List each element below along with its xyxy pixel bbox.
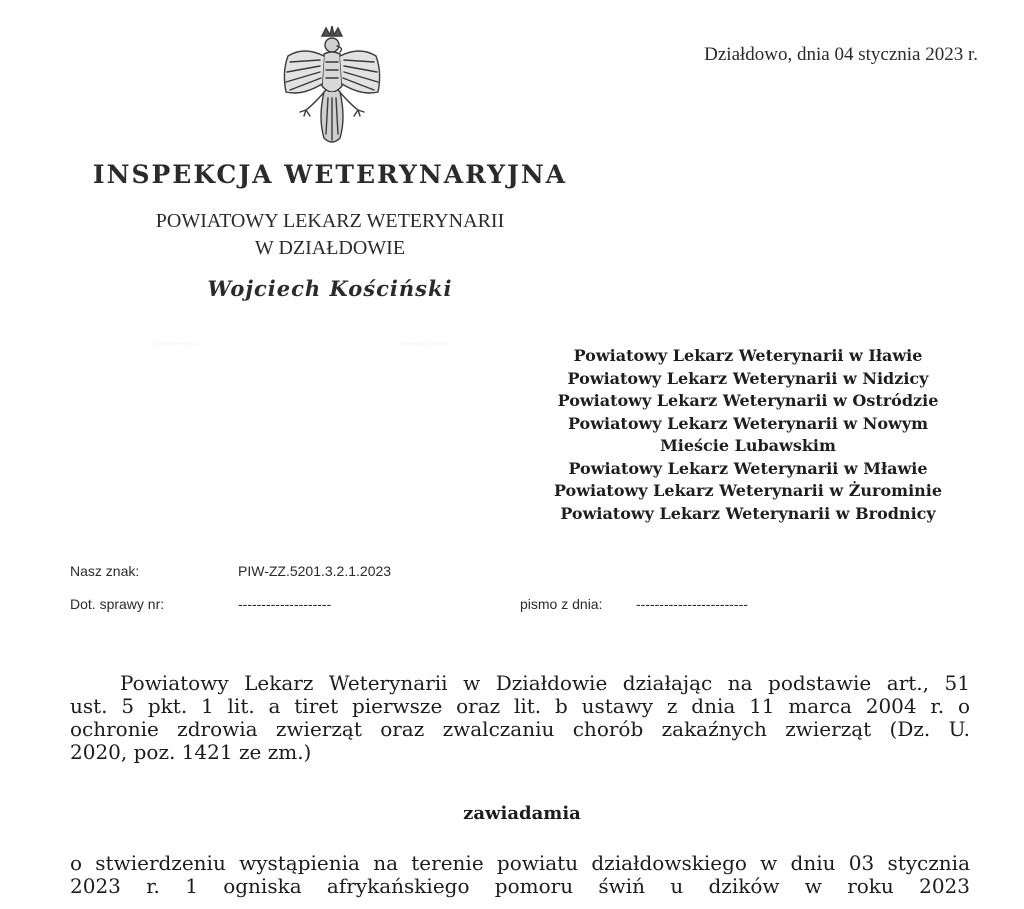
recipient-line: Powiatowy Lekarz Weterynarii w Nidzicy [567,368,929,388]
case-number-value: -------------------- [238,596,332,612]
recipients-block [520,345,976,525]
paragraph-line: Powiatowy Lekarz Weterynarii w Działdowie działając na podstawie art., 51 [120,671,970,695]
paragraph-line: 2020, poz. 1421 ze zm.) [70,740,312,764]
office-title [90,208,570,262]
body-paragraph-notice [70,852,970,898]
letter-date-value: ------------------------ [636,596,748,612]
letter-date-label: pismo z dnia: [520,596,603,612]
recipient-line: Mieście Lubawskim [660,436,836,455]
signatory-name: Wojciech Kościński [207,276,453,301]
recipient-line: Powiatowy Lekarz Weterynarii w Nowym [567,413,929,433]
recipient-line: Powiatowy Lekarz Weterynarii w Ostródzie [557,391,939,410]
bleed-through-text: ············· [400,338,448,350]
office-title-line1: POWIATOWY LEKARZ WETERYNARII [155,210,505,232]
paragraph-line: 2023 r. 1 ogniska afrykańskiego pomoru świń u dzików w roku 2023 [70,874,970,898]
paragraph-line: ochronie zdrowia zwierząt oraz zwalczaniu chorób zakaźnych zwierząt (Dz. U. [70,717,970,741]
recipient-line: Powiatowy Lekarz Weterynarii w Brodnicy [560,503,936,523]
our-ref-label: Nasz znak: [70,563,140,579]
office-title-line2: W DZIAŁDOWIE [254,237,406,259]
institution-name: INSPEKCJA WETERYNARYJNA [92,160,568,189]
body-paragraph-legal-basis [70,672,970,764]
paragraph-line: ust. 5 pkt. 1 lit. a tiret pierwsze oraz lit. b ustawy z dnia 11 marca 2004 r. o [70,694,970,718]
our-ref-value: PIW-ZZ.5201.3.2.1.2023 [238,563,392,579]
paragraph-line: o stwierdzeniu wystąpienia na terenie powiatu działdowskiego w dniu 03 stycznia [70,851,970,875]
document-date: Działdowo, dnia 04 stycznia 2023 r. [704,44,978,65]
notice-heading: zawiadamia [463,803,581,824]
recipient-line: Powiatowy Lekarz Weterynarii w Iławie [573,346,923,365]
polish-eagle-emblem-icon [274,26,390,148]
recipient-line: Powiatowy Lekarz Weterynarii w Żurominie [553,481,943,500]
recipient-line: Powiatowy Lekarz Weterynarii w Mławie [568,458,928,478]
case-number-label: Dot. sprawy nr: [70,596,165,612]
bleed-through-text: ············· [150,338,198,350]
